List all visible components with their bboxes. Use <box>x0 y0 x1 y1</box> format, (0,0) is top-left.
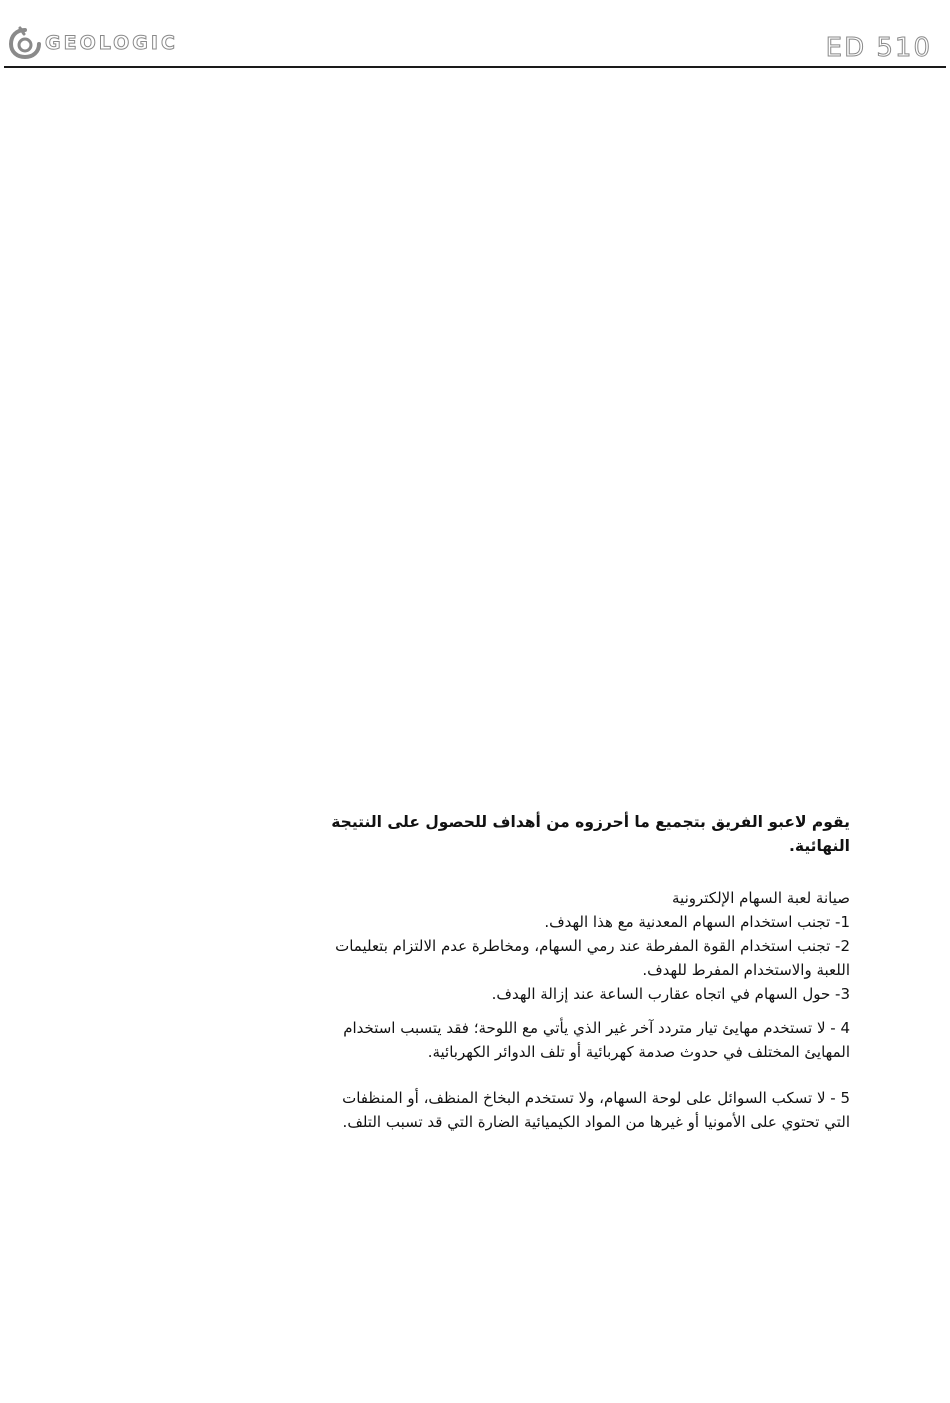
geologic-logo-icon <box>8 26 42 60</box>
maintenance-item-5: 5 - لا تسكب السوائل على لوحة السهام، ولا تستخدم البخاخ المنظف، أو المنظفات التي تحتوي على الأمونيا أو غيرها من المواد الكيميائية الضارة التي قد تسبب التلف. <box>342 1089 850 1131</box>
maintenance-item-2: 2- تجنب استخدام القوة المفرطة عند رمي السهام، ومخاطرة عدم الالتزام بتعليمات اللعبة والاستخدام المفرط للهدف. <box>335 937 850 979</box>
maintenance-item-4: 4 - لا تستخدم مهايئ تيار متردد آخر غير الذي يأتي مع اللوحة؛ فقد يتسبب استخدام المهايئ المختلف في حدوث صدمة كهربائية أو تلف الدوائر الكهربائية. <box>343 1019 850 1061</box>
scoring-summary: يقوم لاعبو الفريق بتجميع ما أحرزوه من أهداف للحصول على النتيجة النهائية. <box>331 813 850 855</box>
maintenance-item-3: 3- حول السهام في اتجاه عقارب الساعة عند إزالة الهدف. <box>491 985 850 1003</box>
model-number: ED 510 <box>825 33 932 63</box>
header-divider <box>4 66 946 68</box>
maintenance-title: صيانة لعبة السهام الإلكترونية <box>672 889 850 907</box>
manual-content <box>318 810 850 1134</box>
brand-name: GEOLOGIC <box>45 32 178 54</box>
maintenance-item-1: 1- تجنب استخدام السهام المعدنية مع هذا الهدف. <box>544 913 850 931</box>
page-header <box>0 0 950 68</box>
